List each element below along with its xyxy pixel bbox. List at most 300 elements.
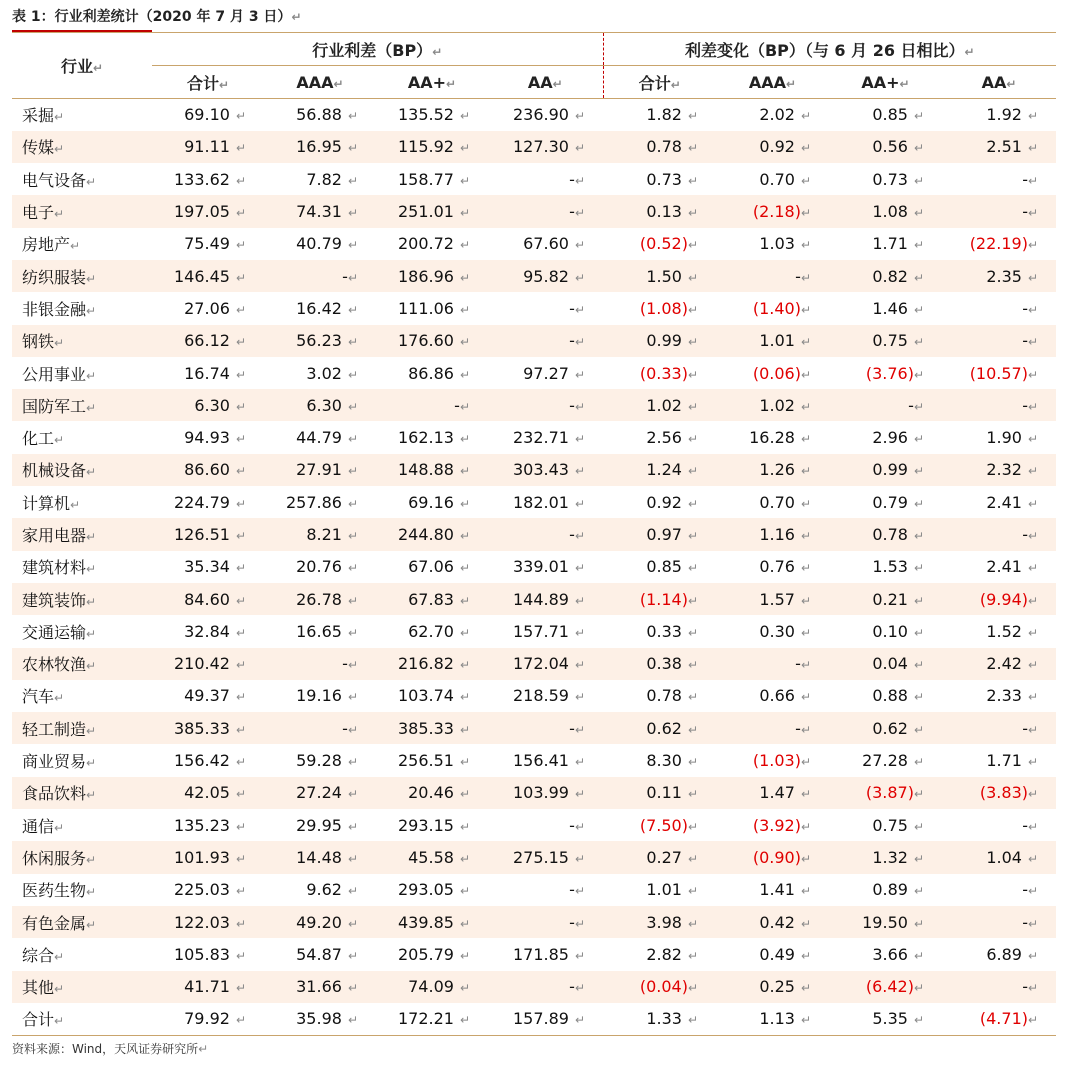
value-cell: 0.97 ↵ <box>646 525 698 544</box>
industry-name-cell: 公用事业↵ <box>22 364 97 384</box>
value-cell: 27.28 ↵ <box>862 751 924 771</box>
value-cell: -↵ <box>569 718 585 738</box>
industry-name-cell: 化工↵ <box>22 429 65 449</box>
industry-name-cell: 汽车↵ <box>22 687 65 707</box>
subheader-cell: 合计↵ <box>152 66 264 99</box>
table-row <box>12 648 1056 680</box>
value-cell: 0.92 ↵ <box>646 492 698 512</box>
industry-name-cell: 有色金属↵ <box>22 913 97 933</box>
value-cell: 0.33 ↵ <box>646 621 698 641</box>
industry-name-cell: 综合↵ <box>22 945 65 965</box>
value-cell: -↵ <box>342 266 358 286</box>
value-cell: 0.10 ↵ <box>872 621 924 641</box>
value-cell: 105.83 ↵ <box>173 944 246 964</box>
value-cell: 2.96 ↵ <box>872 428 924 448</box>
value-cell: 172.21 ↵ <box>376 1003 488 1035</box>
value-cell: -↵ <box>454 395 470 415</box>
value-cell: 6.89 ↵ <box>986 944 1039 964</box>
value-cell: 2.51 ↵ <box>986 137 1039 157</box>
subheader-cell: AA+↵ <box>829 66 942 99</box>
value-cell: 339.01 ↵ <box>512 557 585 577</box>
value-cell: 0.70 ↵ <box>759 492 811 512</box>
value-cell: 0.73 ↵ <box>646 169 698 189</box>
value-cell: (7.50)↵ <box>639 815 698 835</box>
value-cell: 1.82 ↵ <box>646 105 698 125</box>
value-cell: 218.59 ↵ <box>512 686 585 706</box>
value-cell: 157.89 ↵ <box>488 1003 603 1035</box>
table-caption <box>12 6 302 26</box>
value-cell: 126.51 ↵ <box>173 525 246 544</box>
table-row <box>12 680 1056 712</box>
value-cell: 2.32 ↵ <box>986 460 1039 480</box>
value-cell: 29.95 ↵ <box>296 815 358 835</box>
value-cell: 257.86 ↵ <box>285 492 358 512</box>
value-cell: 0.04 ↵ <box>872 654 924 674</box>
value-cell: 0.76 ↵ <box>759 557 811 577</box>
value-cell: 3.98 ↵ <box>646 912 698 932</box>
value-cell: -↵ <box>1022 298 1039 318</box>
value-cell: -↵ <box>1022 880 1039 900</box>
industry-name-cell: 通信↵ <box>22 816 65 836</box>
value-cell: 49.20 ↵ <box>296 912 358 932</box>
value-cell: 232.71 ↵ <box>512 428 585 448</box>
value-cell: 67.83 ↵ <box>408 589 470 609</box>
value-cell: 6.30 ↵ <box>306 395 358 415</box>
value-cell: 42.05 ↵ <box>184 783 246 803</box>
value-cell: 2.33 ↵ <box>986 686 1039 706</box>
header-spread-group: 行业利差（BP）↵ <box>152 33 603 66</box>
value-cell: 0.62 ↵ <box>646 718 698 738</box>
value-cell: 135.23 ↵ <box>173 815 246 835</box>
value-cell: 1.02 ↵ <box>759 395 811 415</box>
value-cell: -↵ <box>1022 202 1039 222</box>
subheader-cell: AA↵ <box>942 66 1056 99</box>
industry-name-cell: 钢铁↵ <box>22 332 65 352</box>
value-cell: -↵ <box>569 912 585 932</box>
value-cell: 66.12 ↵ <box>184 331 246 351</box>
value-cell: 2.41 ↵ <box>986 557 1039 577</box>
industry-name-cell: 传媒↵ <box>22 138 65 158</box>
table-row <box>12 421 1056 453</box>
return-mark-icon: ↵ <box>291 10 302 24</box>
value-cell: 35.34 ↵ <box>184 557 246 577</box>
value-cell: 0.85 ↵ <box>872 105 924 125</box>
value-cell: 158.77 ↵ <box>397 169 470 189</box>
value-cell: 0.75 ↵ <box>872 815 924 835</box>
value-cell: (1.08)↵ <box>639 298 698 318</box>
value-cell: 2.42 ↵ <box>986 654 1039 674</box>
table-row <box>12 971 1056 1003</box>
value-cell: 0.21 ↵ <box>872 589 924 609</box>
value-cell: 293.15 ↵ <box>397 815 470 835</box>
value-cell: -↵ <box>342 654 358 674</box>
value-cell: 0.62 ↵ <box>872 718 924 738</box>
value-cell: -↵ <box>569 169 585 189</box>
value-cell: 1.90 ↵ <box>986 428 1039 448</box>
value-cell: 1.26 ↵ <box>759 460 811 480</box>
spread-table <box>12 33 1056 1036</box>
industry-name-cell: 电气设备↵ <box>22 170 97 190</box>
value-cell: 26.78 ↵ <box>296 589 358 609</box>
value-cell: 224.79 ↵ <box>173 492 246 512</box>
value-cell: 172.04 ↵ <box>512 654 585 674</box>
value-cell: 157.71 ↵ <box>512 621 585 641</box>
value-cell: 111.06 ↵ <box>397 298 470 318</box>
value-cell: -↵ <box>569 395 585 415</box>
value-cell: -↵ <box>569 880 585 900</box>
value-cell: (0.52)↵ <box>639 234 698 254</box>
value-cell: 1.50 ↵ <box>646 266 698 286</box>
value-cell: 0.92 ↵ <box>759 137 811 157</box>
table-row <box>12 938 1056 970</box>
value-cell: 146.45 ↵ <box>173 266 246 286</box>
value-cell: 0.75 ↵ <box>872 331 924 351</box>
value-cell: 103.74 ↵ <box>397 686 470 706</box>
value-cell: 20.76 ↵ <box>296 557 358 577</box>
table-row <box>12 809 1056 841</box>
table-row <box>12 518 1056 550</box>
value-cell: 32.84 ↵ <box>184 621 246 641</box>
value-cell: (0.04)↵ <box>639 977 698 997</box>
value-cell: 31.66 ↵ <box>296 977 358 997</box>
value-cell: 79.92 ↵ <box>152 1003 264 1035</box>
value-cell: -↵ <box>1022 815 1039 835</box>
value-cell: 2.82 ↵ <box>646 944 698 964</box>
value-cell: -↵ <box>569 331 585 351</box>
value-cell: 1.03 ↵ <box>759 234 811 254</box>
value-cell: (3.92)↵ <box>752 815 811 835</box>
value-cell: 1.71 ↵ <box>872 234 924 254</box>
table-row <box>12 777 1056 809</box>
value-cell: 49.37 ↵ <box>184 686 246 706</box>
table-row <box>12 874 1056 906</box>
value-cell: 6.30 ↵ <box>194 395 246 415</box>
value-cell: 0.66 ↵ <box>759 686 811 706</box>
value-cell: 67.06 ↵ <box>408 557 470 577</box>
value-cell: (3.87)↵ <box>865 783 924 803</box>
industry-name-cell: 纺织服装↵ <box>22 267 97 287</box>
table-row <box>12 906 1056 938</box>
value-cell: 0.56 ↵ <box>872 137 924 157</box>
table-row <box>12 615 1056 647</box>
value-cell: 1.47 ↵ <box>759 783 811 803</box>
value-cell: 0.11 ↵ <box>646 783 698 803</box>
value-cell: 0.38 ↵ <box>646 654 698 674</box>
value-cell: 1.92 ↵ <box>986 105 1039 125</box>
value-cell: 1.52 ↵ <box>986 621 1039 641</box>
value-cell: 45.58 ↵ <box>408 847 470 867</box>
value-cell: 176.60 ↵ <box>397 331 470 351</box>
value-cell: 244.80 ↵ <box>397 525 470 544</box>
value-cell: (1.03)↵ <box>752 751 811 771</box>
value-cell: 3.66 ↵ <box>872 944 924 964</box>
value-cell: 86.86 ↵ <box>408 363 470 383</box>
value-cell: 59.28 ↵ <box>296 751 358 771</box>
value-cell: 56.23 ↵ <box>296 331 358 351</box>
table-row <box>12 325 1056 357</box>
value-cell: 162.13 ↵ <box>397 428 470 448</box>
value-cell: 127.30 ↵ <box>512 137 585 157</box>
value-cell: 1.24 ↵ <box>646 460 698 480</box>
value-cell: 303.43 ↵ <box>512 460 585 480</box>
value-cell: 1.01 ↵ <box>759 331 811 351</box>
industry-name-cell: 家用电器↵ <box>22 526 97 545</box>
industry-name-cell: 食品饮料↵ <box>22 784 97 804</box>
value-cell: 0.79 ↵ <box>872 492 924 512</box>
caption-text: 表 1：行业利差统计（2020 年 7 月 3 日） <box>12 9 292 25</box>
value-cell: -↵ <box>1022 977 1039 997</box>
table-row <box>12 389 1056 421</box>
industry-name-cell: 休闲服务↵ <box>22 848 97 868</box>
value-cell: 439.85 ↵ <box>397 912 470 932</box>
industry-name-cell: 采掘↵ <box>22 106 65 126</box>
value-cell: (0.33)↵ <box>639 363 698 383</box>
value-cell: 0.78 ↵ <box>646 686 698 706</box>
value-cell: 35.98 ↵ <box>264 1003 376 1035</box>
value-cell: 275.15 ↵ <box>512 847 585 867</box>
value-cell: (9.94)↵ <box>979 589 1039 609</box>
value-cell: (6.42)↵ <box>865 977 924 997</box>
value-cell: 3.02 ↵ <box>306 363 358 383</box>
header-change-group: 利差变化（BP）（与 6 月 26 日相比）↵ <box>603 33 1056 66</box>
value-cell: 236.90 ↵ <box>512 105 585 125</box>
value-cell: (3.83)↵ <box>979 783 1039 803</box>
table-row <box>12 712 1056 744</box>
value-cell: 115.92 ↵ <box>397 137 470 157</box>
table-row <box>12 195 1056 227</box>
value-cell: 144.89 ↵ <box>512 589 585 609</box>
value-cell: 182.01 ↵ <box>512 492 585 512</box>
value-cell: 0.99 ↵ <box>872 460 924 480</box>
table-row <box>12 292 1056 324</box>
value-cell: 1.71 ↵ <box>986 751 1039 771</box>
value-cell: 56.88 ↵ <box>296 105 358 125</box>
value-cell: 1.33 ↵ <box>603 1003 716 1035</box>
value-cell: 16.42 ↵ <box>296 298 358 318</box>
industry-name-cell: 商业贸易↵ <box>22 752 97 772</box>
value-cell: 103.99 ↵ <box>512 783 585 803</box>
table-row <box>12 260 1056 292</box>
value-cell: 293.05 ↵ <box>397 880 470 900</box>
value-cell: 0.30 ↵ <box>759 621 811 641</box>
value-cell: 16.28 ↵ <box>749 428 811 448</box>
value-cell: (3.76)↵ <box>865 363 924 383</box>
industry-name-cell: 房地产↵ <box>22 235 81 255</box>
value-cell: 7.82 ↵ <box>306 169 358 189</box>
value-cell: 8.30 ↵ <box>646 751 698 771</box>
value-cell: (4.71)↵ <box>942 1003 1056 1035</box>
value-cell: 2.35 ↵ <box>986 266 1039 286</box>
value-cell: 19.16 ↵ <box>296 686 358 706</box>
value-cell: 1.01 ↵ <box>646 880 698 900</box>
value-cell: 216.82 ↵ <box>397 654 470 674</box>
value-cell: 0.73 ↵ <box>872 169 924 189</box>
value-cell: 205.79 ↵ <box>397 944 470 964</box>
value-cell: (10.57)↵ <box>969 363 1039 383</box>
industry-name-cell: 其他↵ <box>22 978 65 998</box>
value-cell: 135.52 ↵ <box>397 105 470 125</box>
value-cell: 1.53 ↵ <box>872 557 924 577</box>
value-cell: 86.60 ↵ <box>184 460 246 480</box>
value-cell: 0.25 ↵ <box>759 977 811 997</box>
table-row <box>12 163 1056 195</box>
value-cell: -↵ <box>1022 331 1039 351</box>
value-cell: 19.50 ↵ <box>862 912 924 932</box>
value-cell: 16.74 ↵ <box>184 363 246 383</box>
value-cell: 97.27 ↵ <box>523 363 585 383</box>
value-cell: 0.27 ↵ <box>646 847 698 867</box>
value-cell: 2.02 ↵ <box>759 105 811 125</box>
value-cell: 0.78 ↵ <box>872 525 924 544</box>
value-cell: (1.40)↵ <box>752 298 811 318</box>
value-cell: 0.85 ↵ <box>646 557 698 577</box>
table-row <box>12 228 1056 260</box>
value-cell: 1.13 ↵ <box>716 1003 829 1035</box>
value-cell: 69.16 ↵ <box>408 492 470 512</box>
value-cell: 2.41 ↵ <box>986 492 1039 512</box>
value-cell: 171.85 ↵ <box>512 944 585 964</box>
table-row <box>12 583 1056 615</box>
table-row <box>12 551 1056 583</box>
subheader-cell: AA↵ <box>488 66 603 99</box>
industry-name-cell: 交通运输↵ <box>22 622 97 642</box>
value-cell: 1.41 ↵ <box>759 880 811 900</box>
value-cell: (1.14)↵ <box>639 589 698 609</box>
value-cell: 41.71 ↵ <box>184 977 246 997</box>
value-cell: 0.70 ↵ <box>759 169 811 189</box>
value-cell: 0.99 ↵ <box>646 331 698 351</box>
value-cell: 75.49 ↵ <box>184 234 246 254</box>
value-cell: 0.89 ↵ <box>872 880 924 900</box>
industry-name-cell: 建筑材料↵ <box>22 558 97 578</box>
table-row <box>12 486 1056 518</box>
value-cell: -↵ <box>569 815 585 835</box>
value-cell: 1.46 ↵ <box>872 298 924 318</box>
value-cell: 54.87 ↵ <box>296 944 358 964</box>
value-cell: -↵ <box>342 718 358 738</box>
table-row <box>12 454 1056 486</box>
value-cell: 197.05 ↵ <box>173 202 246 222</box>
value-cell: -↵ <box>569 525 585 544</box>
value-cell: 74.09 ↵ <box>408 977 470 997</box>
industry-name-cell: 非银金融↵ <box>22 299 97 319</box>
value-cell: -↵ <box>1022 395 1039 415</box>
value-cell: (22.19)↵ <box>969 234 1039 254</box>
value-cell: 8.21 ↵ <box>306 525 358 544</box>
value-cell: -↵ <box>908 395 924 415</box>
value-cell: 133.62 ↵ <box>173 169 246 189</box>
industry-name-cell: 建筑装饰↵ <box>22 590 97 610</box>
value-cell: -↵ <box>1022 525 1039 544</box>
value-cell: 200.72 ↵ <box>397 234 470 254</box>
subheader-cell: AA+↵ <box>376 66 488 99</box>
value-cell: 251.01 ↵ <box>397 202 470 222</box>
value-cell: (2.18)↵ <box>752 202 811 222</box>
value-cell: 1.02 ↵ <box>646 395 698 415</box>
value-cell: 16.95 ↵ <box>296 137 358 157</box>
value-cell: 74.31 ↵ <box>296 202 358 222</box>
industry-name-cell: 医药生物↵ <box>22 881 97 901</box>
value-cell: 91.11 ↵ <box>184 137 246 157</box>
value-cell: -↵ <box>569 977 585 997</box>
value-cell: 27.24 ↵ <box>296 783 358 803</box>
industry-name-cell: 机械设备↵ <box>22 461 97 481</box>
value-cell: 101.93 ↵ <box>173 847 246 867</box>
value-cell: 225.03 ↵ <box>173 880 246 900</box>
value-cell: 1.04 ↵ <box>986 847 1039 867</box>
value-cell: 0.82 ↵ <box>872 266 924 286</box>
value-cell: 94.93 ↵ <box>184 428 246 448</box>
value-cell: 69.10 ↵ <box>184 105 246 125</box>
value-cell: 44.79 ↵ <box>296 428 358 448</box>
value-cell: 156.42 ↵ <box>173 751 246 771</box>
value-cell: -↵ <box>795 654 811 674</box>
subheader-cell: AAA↵ <box>716 66 829 99</box>
value-cell: 20.46 ↵ <box>408 783 470 803</box>
table-body <box>12 99 1056 1036</box>
table-header <box>12 33 1056 99</box>
value-cell: 27.06 ↵ <box>184 298 246 318</box>
value-cell: -↵ <box>569 202 585 222</box>
value-cell: -↵ <box>1022 718 1039 738</box>
table-row <box>12 357 1056 389</box>
value-cell: 385.33 ↵ <box>397 718 470 738</box>
value-cell: 2.56 ↵ <box>646 428 698 448</box>
value-cell: 0.13 ↵ <box>646 202 698 222</box>
table-row <box>12 99 1056 131</box>
value-cell: 62.70 ↵ <box>408 621 470 641</box>
value-cell: 1.57 ↵ <box>759 589 811 609</box>
value-cell: 14.48 ↵ <box>296 847 358 867</box>
value-cell: 16.65 ↵ <box>296 621 358 641</box>
value-cell: -↵ <box>569 298 585 318</box>
industry-name-cell: 国防军工↵ <box>22 396 97 416</box>
value-cell: 156.41 ↵ <box>512 751 585 771</box>
industry-name-cell: 轻工制造↵ <box>22 719 97 739</box>
value-cell: 40.79 ↵ <box>296 234 358 254</box>
value-cell: 1.16 ↵ <box>759 525 811 544</box>
value-cell: (0.90)↵ <box>752 847 811 867</box>
table-row <box>12 131 1056 163</box>
header-industry: 行业↵ <box>12 33 152 99</box>
value-cell: 95.82 ↵ <box>523 266 585 286</box>
value-cell: 0.42 ↵ <box>759 912 811 932</box>
value-cell: 256.51 ↵ <box>397 751 470 771</box>
value-cell: 1.32 ↵ <box>872 847 924 867</box>
value-cell: 0.88 ↵ <box>872 686 924 706</box>
table-row <box>12 744 1056 776</box>
value-cell: 0.78 ↵ <box>646 137 698 157</box>
value-cell: 5.35 ↵ <box>829 1003 942 1035</box>
table-row <box>12 841 1056 873</box>
value-cell: 0.49 ↵ <box>759 944 811 964</box>
value-cell: 84.60 ↵ <box>184 589 246 609</box>
value-cell: 186.96 ↵ <box>397 266 470 286</box>
table-row <box>12 1003 1056 1035</box>
value-cell: 1.08 ↵ <box>872 202 924 222</box>
value-cell: -↵ <box>795 718 811 738</box>
value-cell: 122.03 ↵ <box>173 912 246 932</box>
industry-name-cell: 农林牧渔↵ <box>22 655 97 675</box>
industry-name-cell: 电子↵ <box>22 203 65 223</box>
subheader-cell: 合计↵ <box>603 66 716 99</box>
value-cell: 148.88 ↵ <box>397 460 470 480</box>
value-cell: 27.91 ↵ <box>296 460 358 480</box>
source-note: 资料来源：Wind，天风证券研究所↵ <box>12 1042 209 1056</box>
value-cell: -↵ <box>1022 912 1039 932</box>
value-cell: 67.60 ↵ <box>523 234 585 254</box>
value-cell: 385.33 ↵ <box>173 718 246 738</box>
